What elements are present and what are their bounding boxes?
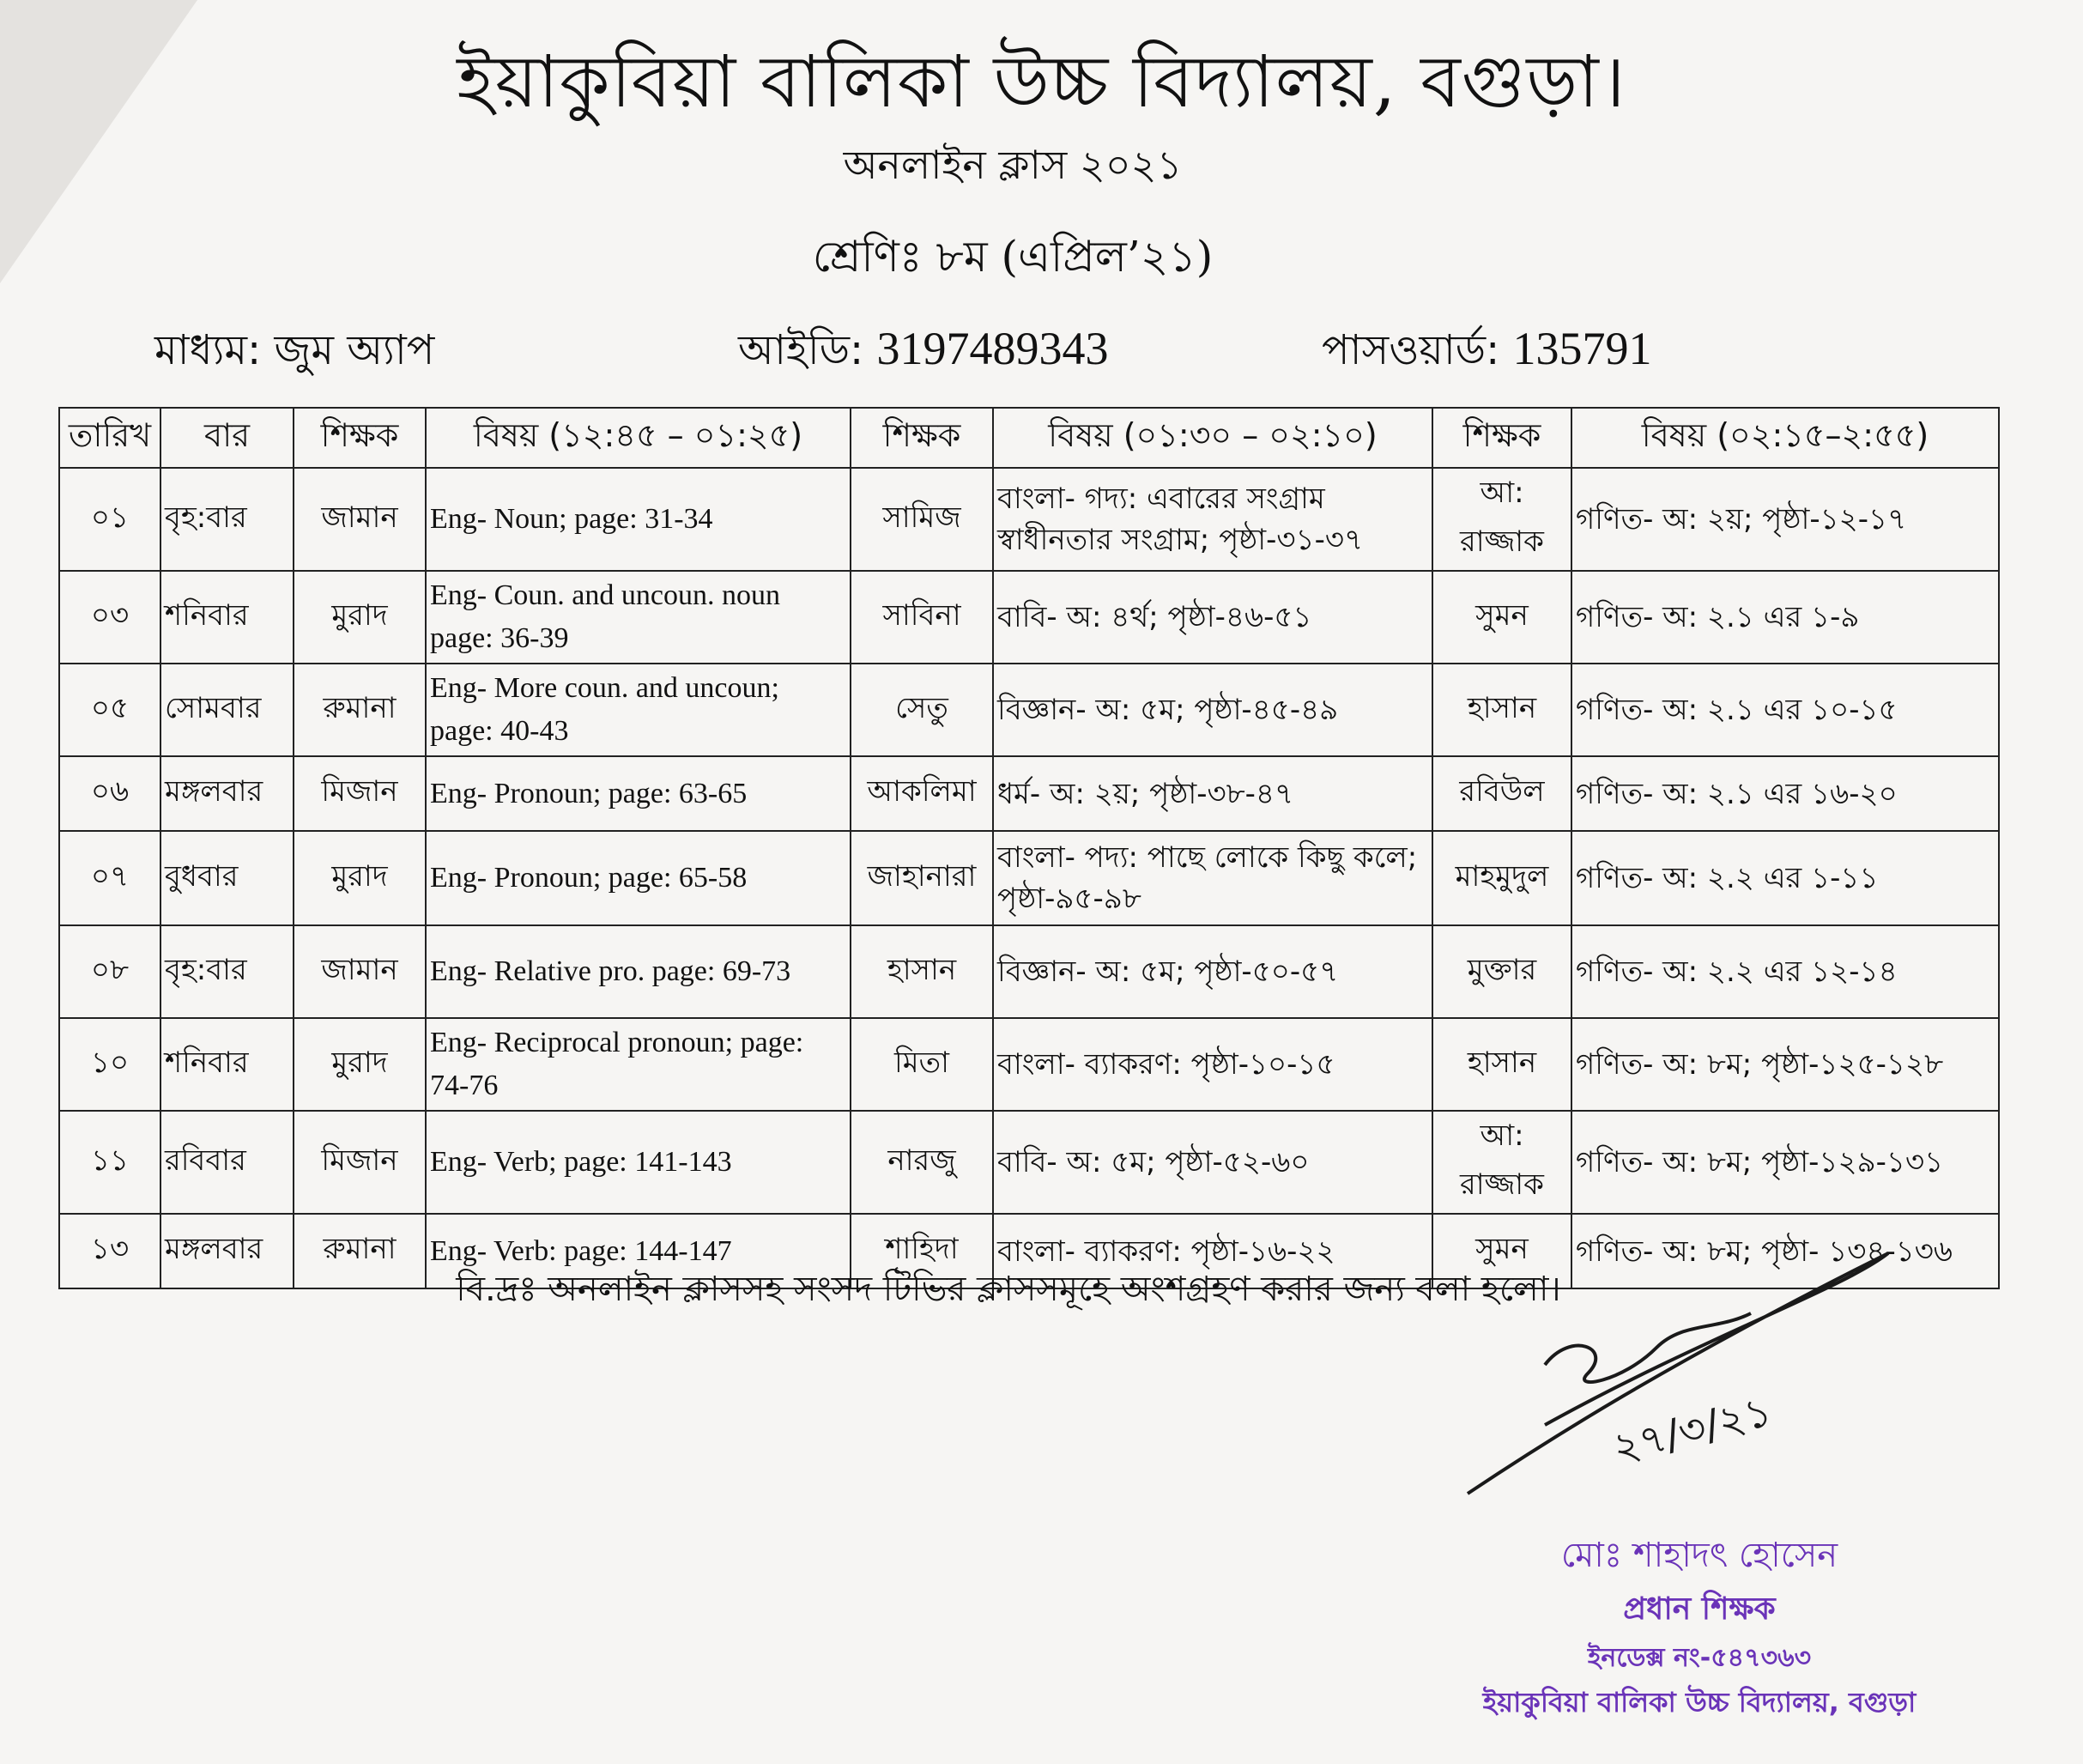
date-cell: ০৫ <box>59 664 160 756</box>
subject-cell: গণিত- অ: ২.২ এর ১২-১৪ <box>1571 925 1999 1018</box>
subject-cell: বাংলা- গদ্য: এবারের সংগ্রাম স্বাধীনতার সংগ্রাম; পৃষ্ঠা-৩১-৩৭ <box>993 468 1432 571</box>
date-cell: ১০ <box>59 1018 160 1111</box>
signature-date: ২৭/৩/২১ <box>1608 1386 1777 1473</box>
day-cell: রবিবার <box>160 1111 294 1214</box>
day-cell: শনিবার <box>160 1018 294 1111</box>
subject-cell: বিজ্ঞান- অ: ৫ম; পৃষ্ঠা-৫০-৫৭ <box>993 925 1432 1018</box>
header-teacher-3: শিক্ষক <box>1432 408 1571 468</box>
day-cell: বুধবার <box>160 831 294 925</box>
teacher-cell: মুক্তার <box>1432 925 1571 1018</box>
teacher-cell: মিজান <box>294 1111 426 1214</box>
date-cell: ১১ <box>59 1111 160 1214</box>
table-header-row <box>59 408 1999 468</box>
subject-cell: গণিত- অ: ২.২ এর ১-১১ <box>1571 831 1999 925</box>
teacher-cell: আকলিমা <box>851 756 993 831</box>
header-teacher-2: শিক্ষক <box>851 408 993 468</box>
date-cell: ০৬ <box>59 756 160 831</box>
footnote: বি.দ্রঃ অনলাইন ক্লাসসহ সংসদ টিভির ক্লাসসমূহে অংশগ্রহণ করার জন্য বলা হলো। <box>456 1270 1561 1309</box>
date-cell: ০১ <box>59 468 160 571</box>
teacher-cell: সুমন <box>1432 1214 1571 1288</box>
day-cell: সোমবার <box>160 664 294 756</box>
stamp-name: মোঃ শাহাদৎ হোসেন <box>1560 1536 1838 1575</box>
date-cell: ০৮ <box>59 925 160 1018</box>
table-row <box>59 925 1999 1018</box>
day-cell: বৃহ:বার <box>160 468 294 571</box>
teacher-cell: নারজু <box>851 1111 993 1214</box>
stamp-index: ইনডেক্স নং-৫৪৭৩৬৩ <box>1587 1643 1812 1673</box>
header-teacher-1: শিক্ষক <box>294 408 426 468</box>
teacher-cell: সামিজ <box>851 468 993 571</box>
subject-cell: Eng- Relative pro. page: 69-73 <box>426 925 851 1018</box>
header-subject-2: বিষয় (০১:৩০ – ০২:১০) <box>993 408 1432 468</box>
header-day: বার <box>160 408 294 468</box>
teacher-cell: সাবিনা <box>851 571 993 664</box>
subject-cell: গণিত- অ: ৮ম; পৃষ্ঠা- ১৩৪-১৩৬ <box>1571 1214 1999 1288</box>
table-row <box>59 468 1999 571</box>
password-value: 135791 <box>1512 323 1652 374</box>
teacher-cell: মাহমুদুল <box>1432 831 1571 925</box>
day-cell: মঙ্গলবার <box>160 1214 294 1288</box>
subject-cell: Eng- Verb; page: 141-143 <box>426 1111 851 1214</box>
meeting-id-label: আইডি: <box>738 326 864 374</box>
teacher-cell: আ: রাজ্জাক <box>1432 468 1571 571</box>
teacher-cell: জামান <box>294 925 426 1018</box>
stamp-school: ইয়াকুবিয়া বালিকা উচ্চ বিদ্যালয়, বগুড়া <box>1482 1686 1916 1719</box>
school-title: ইয়াকুবিয়া বালিকা উচ্চ বিদ্যালয়, বগুড়া। <box>457 39 1626 124</box>
header-subject-3: বিষয় (০২:১৫–২:৫৫) <box>1571 408 1999 468</box>
header-subject-1: বিষয় (১২:৪৫ – ০১:২৫) <box>426 408 851 468</box>
teacher-cell: শাহিদা <box>851 1214 993 1288</box>
teacher-cell: সেতু <box>851 664 993 756</box>
date-cell: ০৭ <box>59 831 160 925</box>
password-info <box>1322 319 1652 387</box>
table-row <box>59 756 1999 831</box>
teacher-cell: আ: রাজ্জাক <box>1432 1111 1571 1214</box>
day-cell: মঙ্গলবার <box>160 756 294 831</box>
subject-cell: বিজ্ঞান- অ: ৫ম; পৃষ্ঠা-৪৫-৪৯ <box>993 664 1432 756</box>
teacher-cell: মুরাদ <box>294 831 426 925</box>
teacher-cell: মুরাদ <box>294 1018 426 1111</box>
teacher-cell: রুমানা <box>294 1214 426 1288</box>
subject-cell: বাবি- অ: ৫ম; পৃষ্ঠা-৫২-৬০ <box>993 1111 1432 1214</box>
meeting-id-info <box>738 319 1108 387</box>
stamp-title: প্রধান শিক্ষক <box>1623 1591 1776 1627</box>
table-row <box>59 1018 1999 1111</box>
header-date: তারিখ <box>59 408 160 468</box>
teacher-cell: হাসান <box>1432 664 1571 756</box>
subject-cell: গণিত- অ: ৮ম; পৃষ্ঠা-১২৯-১৩১ <box>1571 1111 1999 1214</box>
document-subtitle: অনলাইন ক্লাস ২০২১ <box>843 142 1183 188</box>
date-cell: ১৩ <box>59 1214 160 1288</box>
medium-label: মাধ্যম: <box>154 326 262 374</box>
day-cell: শনিবার <box>160 571 294 664</box>
teacher-cell: রুমানা <box>294 664 426 756</box>
subject-cell: গণিত- অ: ৮ম; পৃষ্ঠা-১২৫-১২৮ <box>1571 1018 1999 1111</box>
subject-cell: Eng- More coun. and uncoun; page: 40-43 <box>426 664 851 756</box>
teacher-cell: হাসান <box>851 925 993 1018</box>
headmaster-stamp <box>1425 1528 1974 1727</box>
subject-cell: বাবি- অ: ৪র্থ; পৃষ্ঠা-৪৬-৫১ <box>993 571 1432 664</box>
teacher-cell: মুরাদ <box>294 571 426 664</box>
subject-cell: বাংলা- ব্যাকরণ: পৃষ্ঠা-১০-১৫ <box>993 1018 1432 1111</box>
subject-cell: গণিত- অ: ২য়; পৃষ্ঠা-১২-১৭ <box>1571 468 1999 571</box>
subject-cell: Eng- Noun; page: 31-34 <box>426 468 851 571</box>
table-row <box>59 664 1999 756</box>
subject-cell: বাংলা- পদ্য: পাছে লোকে কিছু কলে; পৃষ্ঠা-৯৫-৯৮ <box>993 831 1432 925</box>
medium-value: জুম অ্যাপ <box>274 326 435 374</box>
medium-info <box>154 319 434 387</box>
subject-cell: ধর্ম- অ: ২য়; পৃষ্ঠা-৩৮-৪৭ <box>993 756 1432 831</box>
password-label: পাসওয়ার্ড: <box>1322 326 1500 374</box>
signature <box>1442 1236 1923 1528</box>
teacher-cell: সুমন <box>1432 571 1571 664</box>
subject-cell: Eng- Pronoun; page: 63-65 <box>426 756 851 831</box>
subject-cell: গণিত- অ: ২.১ এর ১৬-২০ <box>1571 756 1999 831</box>
class-schedule-table <box>58 407 2000 1289</box>
subject-cell: Eng- Reciprocal pronoun; page: 74-76 <box>426 1018 851 1111</box>
day-cell: বৃহ:বার <box>160 925 294 1018</box>
table-row <box>59 831 1999 925</box>
teacher-cell: জামান <box>294 468 426 571</box>
subject-cell: Eng- Pronoun; page: 65-58 <box>426 831 851 925</box>
teacher-cell: রবিউল <box>1432 756 1571 831</box>
teacher-cell: মিজান <box>294 756 426 831</box>
table-row <box>59 1111 1999 1214</box>
subject-cell: Eng- Coun. and uncoun. noun page: 36-39 <box>426 571 851 664</box>
teacher-cell: হাসান <box>1432 1018 1571 1111</box>
class-line: শ্রেণিঃ ৮ম (এপ্রিল’২১) <box>812 232 1214 282</box>
subject-cell: বাংলা- ব্যাকরণ: পৃষ্ঠা-১৬-২২ <box>993 1214 1432 1288</box>
date-cell: ০৩ <box>59 571 160 664</box>
subject-cell: গণিত- অ: ২.১ এর ১০-১৫ <box>1571 664 1999 756</box>
meeting-id-value: 3197489343 <box>876 323 1109 374</box>
subject-cell: Eng- Verb: page: 144-147 <box>426 1214 851 1288</box>
table-row <box>59 571 1999 664</box>
teacher-cell: জাহানারা <box>851 831 993 925</box>
teacher-cell: মিতা <box>851 1018 993 1111</box>
subject-cell: গণিত- অ: ২.১ এর ১-৯ <box>1571 571 1999 664</box>
